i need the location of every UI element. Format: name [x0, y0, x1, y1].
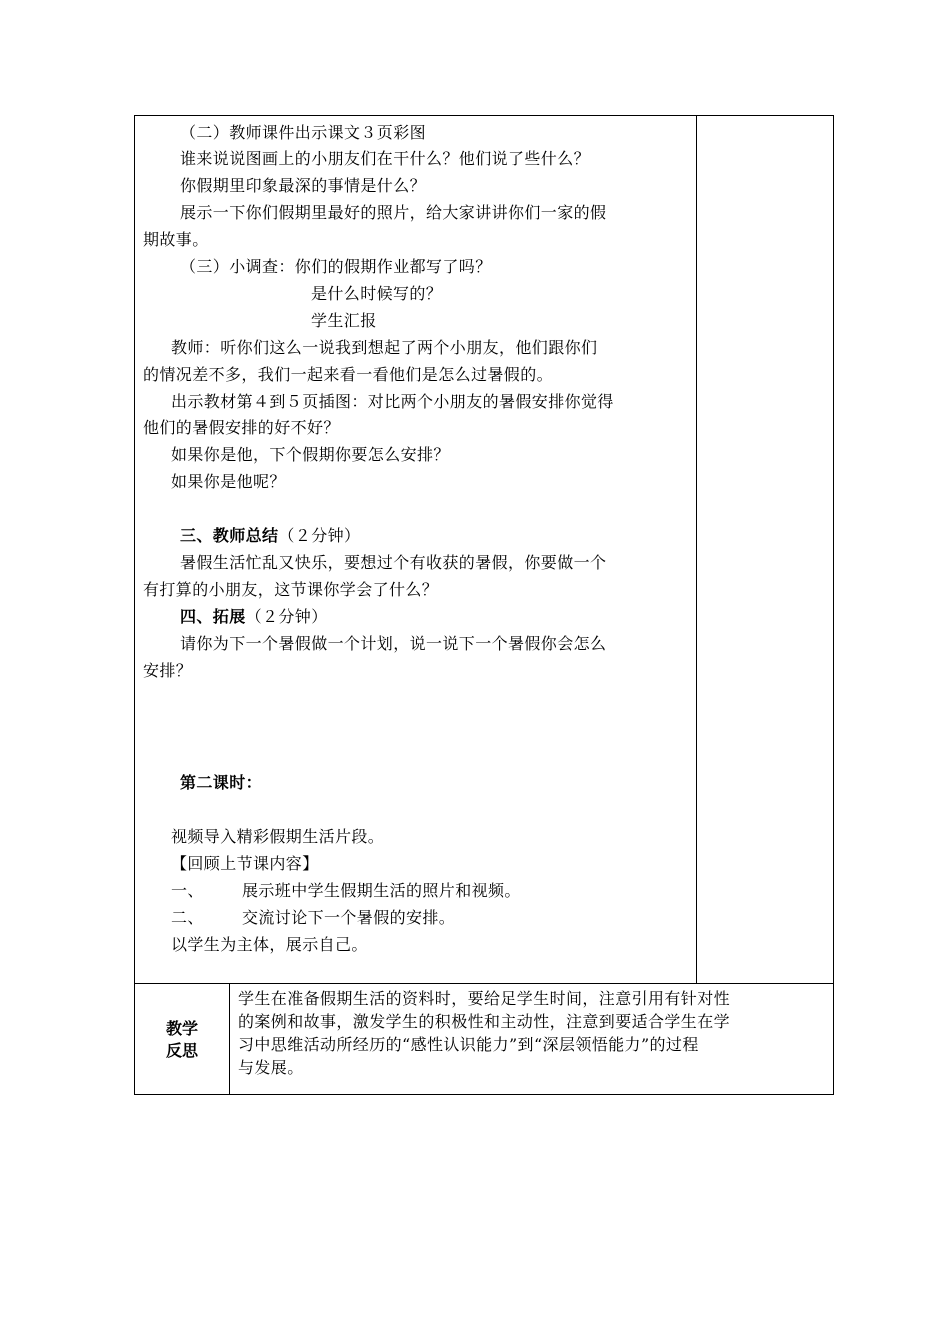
column-divider: [696, 116, 697, 983]
lesson-two-heading: 第二课时：: [180, 773, 263, 792]
list-marker: 二、: [171, 908, 204, 927]
row-divider: [135, 983, 833, 984]
text-line: 【回顾上节课内容】: [171, 854, 319, 873]
text-line: 与发展。: [238, 1058, 304, 1077]
text-line: 暑假生活忙乱又快乐，要想过个有收获的暑假，你要做一个: [180, 553, 607, 572]
section-title: 三、教师总结: [180, 526, 279, 545]
text-line: 期故事。: [143, 230, 209, 249]
text-line: 视频导入精彩假期生活片段。: [171, 827, 385, 846]
lesson-plan-table: [134, 115, 834, 1095]
text-line: 有打算的小朋友，这节课你学会了什么？: [143, 580, 439, 599]
list-item: 交流讨论下一个暑假的安排。: [242, 908, 456, 927]
text-line: 如果你是他，下个假期你要怎么安排？: [171, 445, 450, 464]
text-line: 教师：听你们这么一说我到想起了两个小朋友，他们跟你们: [171, 338, 598, 357]
text-line: 学生汇报: [311, 311, 377, 330]
text-line: 你假期里印象最深的事情是什么？: [180, 176, 427, 195]
reflection-label-line: 反思: [165, 1040, 198, 1060]
section-heading: [180, 607, 328, 627]
text-line: 他们的暑假安排的好不好？: [143, 418, 340, 437]
text-line: 的案例和故事，激发学生的积极性和主动性，注意到要适合学生在学: [238, 1012, 731, 1031]
text-line: （二）教师课件出示课文３页彩图: [180, 123, 427, 142]
text-line: 以学生为主体，展示自己。: [171, 935, 368, 954]
text-line: 如果你是他呢？: [171, 472, 286, 491]
text-line: 学生在准备假期生活的资料时，要给足学生时间，注意引用有针对性: [238, 989, 731, 1008]
list-marker: 一、: [171, 881, 204, 900]
text-line: 习中思维活动所经历的“感性认识能力”到“深层领悟能力”的过程: [238, 1035, 699, 1054]
text-line: 是什么时候写的？: [311, 284, 443, 303]
list-item: 展示班中学生假期生活的照片和视频。: [242, 881, 521, 900]
text-line: 谁来说说图画上的小朋友们在干什么？他们说了些什么？: [180, 149, 591, 168]
lesson-content-cell: [143, 116, 691, 983]
reflection-label-line: 教学: [165, 1018, 198, 1038]
text-line: （三）小调查：你们的假期作业都写了吗？: [180, 257, 492, 276]
text-line: 安排？: [143, 661, 193, 680]
section-duration: （２分钟）: [245, 607, 328, 626]
text-line: 展示一下你们假期里最好的照片，给大家讲讲你们一家的假: [180, 203, 607, 222]
text-line: 出示教材第４到５页插图：对比两个小朋友的暑假安排你觉得: [171, 392, 614, 411]
section-duration: （２分钟）: [278, 526, 361, 545]
section-title: 四、拓展: [180, 607, 246, 626]
label-divider: [229, 983, 230, 1095]
section-heading: [180, 526, 360, 546]
reflection-label: [135, 984, 229, 1095]
text-line: 的情况差不多，我们一起来看一看他们是怎么过暑假的。: [143, 365, 554, 384]
text-line: 请你为下一个暑假做一个计划，说一说下一个暑假你会怎么: [180, 634, 607, 653]
